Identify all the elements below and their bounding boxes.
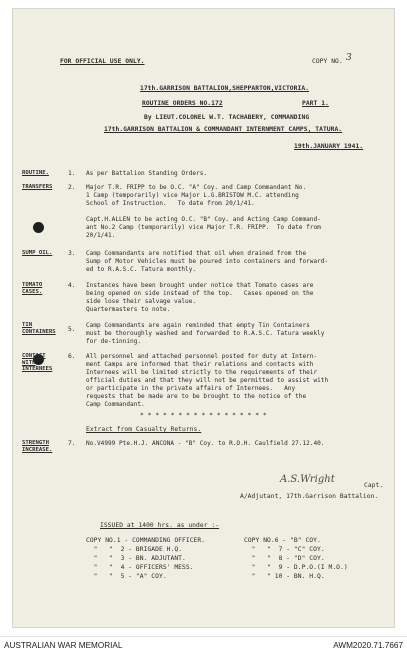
item-text: or participate in the private affairs of Internees. Any [86,385,296,392]
casualty-heading: Extract from Casualty Returns. [86,426,202,433]
item-text: As per Battalion Standing Orders. [86,170,208,177]
item-text: being opened on side instead of the top. Cases opened on the [86,290,314,297]
distribution-left: " " 4 - OFFICERS' MESS. [86,564,194,571]
command-heading: 17th.GARRISON BATTALION & COMMANDANT INTERNMENT CAMPS, TATURA. [104,126,343,133]
by-line: By LIEUT.COLONEL W.T. TACHABERY, COMMANDING [144,114,310,121]
item-label: SUMP OIL. [22,250,53,256]
item-text: School of Instruction. To date from 20/1/41. [86,200,255,207]
item-label: TOMATO CASES. [22,282,43,295]
item-label: STRENGTH INCREASE. [22,440,53,453]
item-text: Major T.R. FRIPP to be O.C. "A" Coy. and Camp Commandant No. [86,184,307,191]
item-number: 6. [68,353,76,360]
copy-number: 3 [346,53,352,63]
item-text: Quartermasters to note. [86,306,171,313]
item-text: No.V4999 Pte.H.J. ANCONA - "B" Coy. to R.O.H. Caulfield 27.12.40. [86,440,325,447]
archive-footer [0,636,407,654]
distribution-right: " " 8 - "D" COY. [244,555,325,562]
orders-heading: ROUTINE ORDERS NO.172 [142,100,223,107]
order-date: 19th.JANUARY 1941. [294,143,364,150]
item-number: 2. [68,184,76,191]
item-number: 1. [68,170,76,177]
item-text: Camp Commandants are again reminded that empty Tin Containers [86,322,310,329]
punch-hole [33,222,44,233]
signature-title: A/Adjutant, 17th.Garrison Battalion. [240,493,379,500]
item-text: ment Camps are informed that their relations and contacts with [86,361,314,368]
distribution-right: " " 10 - BN. H.Q. [244,573,325,580]
item-text: Camp Commandants are notified that oil when drained from the [86,250,307,257]
item-text: side lose their salvage value. [86,298,197,305]
separator-stars: * * * * * * * * * * * * * * * * * [140,412,267,419]
item-label: TIN CONTAINERS [22,322,56,335]
part-heading: PART 1. [302,100,329,107]
item-text: Instances have been brought under notice that Tomato cases are [86,282,314,289]
item-text: Camp Commandant. [86,401,145,408]
distribution-right: COPY NO.6 - "B" COY. [244,537,321,544]
footer-institution: AUSTRALIAN WAR MEMORIAL [4,641,123,650]
distribution-left: COPY NO.1 - COMMANDING OFFICER. [86,537,206,544]
distribution-left: " " 3 - BN. ADJUTANT. [86,555,186,562]
distribution-right: " " 7 - "C" COY. [244,546,325,553]
item-text: All personnel and attached personnel posted for duty at Intern- [86,353,318,360]
item-text: 1 Camp (temporarily) vice Major L.G.BRISTOW M.C. attending [86,192,299,199]
item-number: 3. [68,250,76,257]
item-text: for de-tinning. [86,338,142,345]
issued-heading: ISSUED at 1400 hrs. as under :- [100,522,220,529]
item-text: must be thoroughly washed and forwarded to R.A.S.C. Tatura weekly [86,330,325,337]
distribution-left: " " 2 - BRIGADE H.Q. [86,546,183,553]
item-number: 5. [68,326,76,333]
item-text: ant No.2 Camp (temporarily) vice Major T.R. FRIPP. To date from [86,224,321,231]
item-text: 20/1/41. [86,232,116,239]
distribution-right: " " 9 - D.P.O.(I M.O.) [244,564,348,571]
item-label: TRANSFERS [22,184,53,190]
distribution-left: " " 5 - "A" COY. [86,573,167,580]
item-number: 7. [68,440,76,447]
footer-accession-number: AWM2020.71.7667 [333,641,403,650]
item-text: Internees will be limited strictly to the requirements of their [86,369,318,376]
item-label: ROUTINE. [22,170,49,176]
copy-label: COPY NO. [312,58,343,65]
item-text: Capt.H.ALLEN to be acting O.C. "B" Coy. and Acting Camp Command- [86,216,321,223]
item-text: requests that be made are to be brought to the notice of the [86,393,307,400]
item-text: ed to R.A.S.C. Tatura monthly. [86,266,197,273]
item-text: Sump of Motor Vehicles must be poured into containers and forward- [86,258,329,265]
official-use-label: FOR OFFICIAL USE ONLY. [60,58,145,65]
document-page [12,8,395,628]
item-number: 4. [68,282,76,289]
handwritten-signature: A.S.Wright [280,474,335,485]
unit-heading: 17th.GARRISON BATTALION,SHEPPARTON,VICTORIA. [140,85,310,92]
signature-rank: Capt. [364,482,384,489]
item-label: CONTACT WITH INTERNEES [22,353,53,373]
item-text: official duties and that they will not be permitted to assist with [86,377,329,384]
